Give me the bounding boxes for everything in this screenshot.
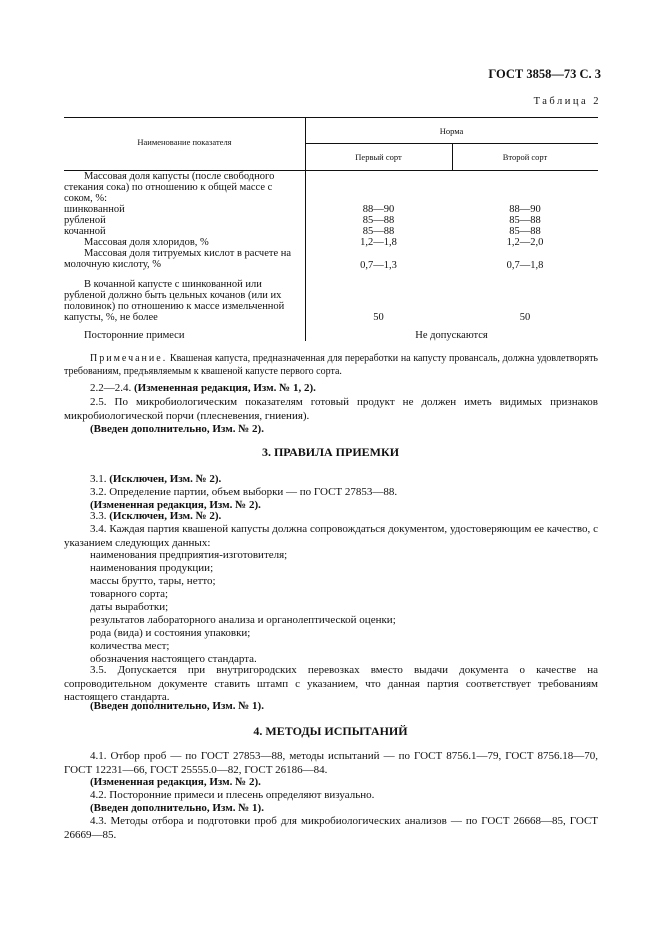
note-title: Примечание.	[90, 353, 168, 364]
list-item: массы брутто, тары, нетто;	[90, 575, 216, 587]
row-value-second: 85—88	[509, 226, 541, 237]
row-label: В кочанной капусте с шинкованной или рубленой должно быть цельных кочанов (или их половинок) по отношению к массе измельченной капусты, %, не более	[64, 279, 285, 323]
row-value-first: 88—90	[362, 204, 395, 215]
section-title: 4. МЕТОДЫ ИСПЫТАНИЙ	[253, 724, 408, 738]
row-label: рубленой	[64, 215, 106, 226]
row-label: Массовая доля титруемых кислот в расчете на молочную кислоту, %	[64, 248, 292, 270]
list-item: результатов лабораторного анализа и органолептической оценки;	[90, 614, 396, 626]
row-value-second: 0,7—1,8	[506, 260, 544, 271]
amendment-text: (Измененная редакция, Изм. № 2).	[90, 499, 261, 511]
amendment-text: (Введен дополнительно, Изм. № 1).	[90, 700, 264, 712]
row-value-first: 50	[373, 312, 384, 323]
row-value-span: Не допускаются	[415, 330, 488, 341]
amendment-note: (Исключен, Изм. № 2).	[109, 473, 222, 485]
page-header: ГОСТ 3858—73 С. 3	[488, 67, 601, 81]
paragraph-2-2	[64, 382, 598, 396]
col-header-second: Второй сорт	[502, 152, 548, 162]
paragraph-3-5: 3.5. Допускается при внутригородских перевозках вместо выдачи документа о качестве на сопроводительном документе ставить штамп с указанием, что данная партия соответствует требованиям настоящего стандарта.	[64, 664, 598, 703]
table-mid-rule	[305, 143, 598, 144]
col-header-norm: Норма	[439, 126, 464, 136]
row-label: Массовая доля капусты (после свободного стекания сока) по отношению к общей массе с соком, %:	[64, 171, 275, 204]
amendment-note	[64, 802, 598, 816]
amendment-note: (Исключен, Изм. № 2).	[109, 510, 222, 522]
row-value-first: 0,7—1,3	[360, 260, 397, 271]
para-number: 2.2—2.4.	[90, 382, 132, 394]
col-header-first: Первый сорт	[355, 152, 402, 162]
row-value-first: 1,2—1,8	[360, 237, 397, 248]
table-top-rule	[64, 117, 598, 118]
row-value-first: 85—88	[362, 226, 395, 237]
table-note	[64, 352, 598, 378]
row-value-first: 85—88	[362, 215, 395, 226]
paragraph-2-5: 2.5. По микробиологическим показателям готовый продукт не должен иметь видимых признаков микробиологической порчи (плесневения, гниения).	[64, 396, 598, 422]
list-item: товарного сорта;	[90, 588, 169, 600]
para-number: 3.1.	[90, 473, 107, 485]
paragraph-3-1	[64, 473, 598, 487]
row-label: Посторонние примеси	[84, 330, 185, 341]
paragraph-3-3	[64, 510, 598, 524]
paragraph-3-4: 3.4. Каждая партия квашеной капусты должна сопровождаться документом, удостоверяющим ее качество, с указанием следующих данных:	[64, 523, 598, 549]
row-value-second: 1,2—2,0	[506, 237, 544, 248]
paragraph-4-3: 4.3. Методы отбора и подготовки проб для микробиологических анализов — по ГОСТ 26668—85, ГОСТ 26669—85.	[64, 815, 598, 841]
row-value-second: 85—88	[509, 215, 541, 226]
row-label: шинкованной	[64, 204, 125, 215]
list-item: обозначения настоящего стандарта.	[90, 653, 257, 665]
col-header-name: Наименование показателя	[137, 137, 232, 147]
para-number: 3.3.	[90, 510, 107, 522]
table-caption: Таблица 2	[533, 96, 601, 107]
amendment-text: (Введен дополнительно, Изм. № 1).	[90, 802, 264, 814]
note-text: Квашеная капуста, предназначенная для переработки на капусту провансаль, должна удовлетворять требованиям, предъявляемым к квашеной капусте первого сорта.	[64, 353, 598, 377]
row-value-second: 88—90	[509, 204, 541, 215]
list-item: количества мест;	[90, 640, 170, 652]
row-label: кочанной	[64, 226, 106, 237]
list-item: рода (вида) и состояния упаковки;	[90, 627, 251, 639]
section-title: 3. ПРАВИЛА ПРИЕМКИ	[261, 445, 400, 459]
amendment-text: (Введен дополнительно, Изм. № 2).	[90, 423, 264, 435]
amendment-note: (Измененная редакция, Изм. № 1, 2).	[134, 382, 316, 394]
row-value-second: 50	[519, 312, 531, 323]
paragraph-4-2: 4.2. Посторонние примеси и плесень определяют визуально.	[90, 789, 375, 801]
amendment-note	[64, 776, 598, 790]
paragraph-4-1: 4.1. Отбор проб — по ГОСТ 27853—88, методы испытаний — по ГОСТ 8756.1—79, ГОСТ 8756.18—70, ГОСТ 12231—66, ГОСТ 25555.0—82, ГОСТ 26186—84.	[64, 750, 598, 776]
list-item: наименования продукции;	[90, 562, 214, 574]
paragraph-3-2: 3.2. Определение партии, объем выборки — по ГОСТ 27853—88.	[90, 486, 398, 498]
amendment-text: (Измененная редакция, Изм. № 2).	[90, 776, 261, 788]
amendment-note	[64, 700, 598, 714]
list-item: даты выработки;	[90, 601, 169, 613]
list-item: наименования предприятия-изготовителя;	[90, 549, 288, 561]
row-label: Массовая доля хлоридов, %	[84, 237, 209, 248]
amendment-note	[64, 423, 598, 437]
